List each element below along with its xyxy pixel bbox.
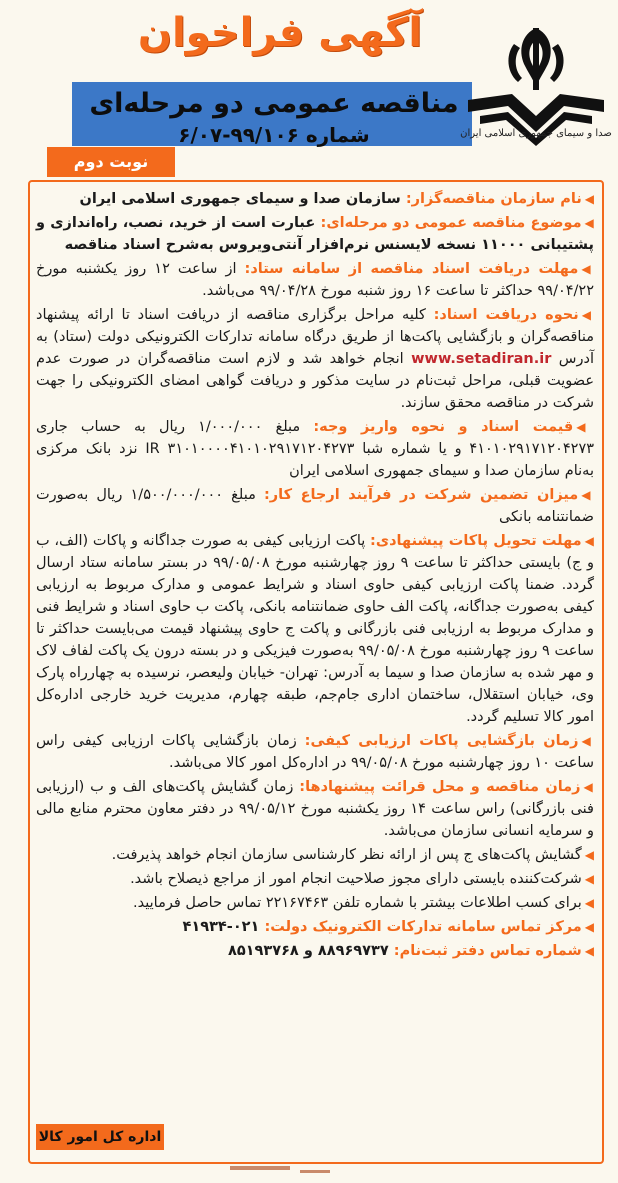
- bullet-icon: ◀: [584, 216, 594, 230]
- bullet-icon: ◀: [584, 896, 594, 910]
- bullet-icon: ◀: [584, 872, 594, 886]
- bullet-icon: ◀: [576, 420, 595, 434]
- para-deadline-docs: [36, 258, 594, 302]
- para-subject: [36, 212, 594, 256]
- bullet-icon: ◀: [581, 308, 594, 322]
- bullet-icon: ◀: [581, 262, 595, 276]
- para-info-phone: [36, 892, 594, 914]
- para-label: مهلت تحویل پاکات پیشنهادی:: [370, 533, 582, 549]
- para-text: انجام خواهد شد و لازم است مناقصه‌گران در صورت عدم عضویت قبلی، مراحل ثبت‌نام در سایت مذکور و دریافت گواهی امضای الکترونیکی را جهت شرکت در مناقصه محقق سازند.: [36, 351, 594, 411]
- para-text: سازمان صدا و سیمای جمهوری اسلامی ایران: [79, 191, 406, 207]
- para-delivery: [36, 530, 594, 728]
- para-text: برای کسب اطلاعات بیشتر با شماره تلفن ۲۲۱۶۷۴۶۳ تماس حاصل فرمایید.: [133, 895, 582, 911]
- bullet-icon: ◀: [584, 534, 594, 548]
- para-text: زمان گشایش پاکت‌های الف و ب (ارزیابی فنی بازرگانی) راس ساعت ۱۴ روز یکشنبه مورخ ۹۹/۰۵/۱۲ در دفتر معاون محترم منابع مالی و سرمایه انسانی سازمان می‌باشد.: [36, 779, 594, 839]
- para-envelope-c: [36, 844, 594, 866]
- para-text: ۰۲۱-۴۱۹۳۴: [182, 919, 265, 935]
- para-tender-time: [36, 776, 594, 842]
- cropped-mark: [300, 1170, 330, 1173]
- department-label: اداره کل امور کالا: [36, 1124, 164, 1150]
- bullet-icon: ◀: [584, 920, 594, 934]
- ad-title: آگهی فراخوان: [137, 10, 423, 56]
- bullet-icon: ◀: [581, 734, 594, 748]
- para-label: مهلت دریافت اسناد مناقصه از سامانه ستاد:: [244, 261, 579, 277]
- para-organizer: [36, 188, 594, 210]
- para-label: قیمت اسناد و نحوه واریز وجه:: [313, 419, 574, 435]
- para-how-to-get: [36, 304, 594, 414]
- ad-body: [36, 188, 594, 964]
- para-text: زمان بازگشایی پاکات ارزیابی کیفی راس ساعت ۱۰ روز چهارشنبه مورخ ۹۹/۰۵/۰۸ در اداره‌کل امور کالا می‌باشد.: [36, 733, 594, 771]
- para-text: مبلغ ۱/۰۰۰/۰۰۰ ریال به حساب جاری ۴۱۰۱۰۲۹۱۷۱۲۰۴۲۷۳ و یا شماره شبا IR ۳۱۰۱۰۰۰۰۴۱۰۱۰۲۹۱۷۱۲۰۴۲۷۳ نزد بانک مرکزی به‌نام سازمان صدا و سیمای جمهوری اسلامی ایران: [36, 419, 595, 479]
- para-registration-contact: [36, 940, 594, 962]
- bullet-icon: ◀: [583, 780, 595, 794]
- tender-number: شماره ۹۹/۱۰۶-۶/۰۷: [178, 123, 370, 147]
- tender-title: مناقصه عمومی دو مرحله‌ای: [89, 88, 459, 119]
- para-label: نام سازمان مناقصه‌گزار:: [405, 191, 582, 207]
- para-text: شرکت‌کننده بایستی دارای مجوز صلاحیت انجام امور از مراجع ذیصلاح باشد.: [130, 871, 582, 887]
- logo-caption: صدا و سیمای جمهوری اسلامی ایران: [460, 128, 612, 139]
- cropped-mark: [230, 1166, 290, 1170]
- para-text: از ساعت ۱۲ روز یکشنبه مورخ ۹۹/۰۴/۲۲ حداکثر تا ساعت ۱۶ روز شنبه مورخ ۹۹/۰۴/۲۸ می‌باشد.: [36, 261, 594, 299]
- para-text: مبلغ ۱/۵۰۰/۰۰۰/۰۰۰ ریال به‌صورت ضمانتنامه بانکی: [36, 487, 594, 525]
- para-label: زمان مناقصه و محل قرائت پیشنهادها:: [299, 779, 581, 795]
- para-label: شماره تماس دفتر ثبت‌نام:: [393, 943, 582, 959]
- round-badge: نوبت دوم: [47, 147, 175, 177]
- para-text: کلیه مراحل برگزاری مناقصه از دریافت اسناد تا ارائه پیشنهاد مناقصه‌گران و بازگشایی پاکت‌ها از طریق درگاه سامانه تدارکات الکترونیکی دولت (ستاد) به آدرس: [36, 307, 594, 367]
- para-text: عبارت است از خرید، نصب، راه‌اندازی و پشتیبانی ۱۱۰۰۰ نسخه لایسنس نرم‌افزار آنتی‌ویروس به‌شرح اسناد مناقصه: [36, 215, 594, 253]
- para-text: گشایش پاکت‌های ج پس از ارائه نظر کارشناسی سازمان انجام خواهد پذیرفت.: [111, 847, 582, 863]
- bullet-icon: ◀: [584, 944, 594, 958]
- para-guarantee: [36, 484, 594, 528]
- bullet-icon: ◀: [581, 488, 595, 502]
- para-quality-opening: [36, 730, 594, 774]
- para-label: موضوع مناقصه عمومی دو مرحله‌ای:: [320, 215, 582, 231]
- para-setad-contact: [36, 916, 594, 938]
- bullet-icon: ◀: [584, 848, 594, 862]
- bullet-icon: ◀: [584, 192, 594, 206]
- para-label: میزان تضمین شرکت در فرآیند ارجاع کار:: [263, 487, 579, 503]
- setad-link[interactable]: www.setadiran.ir: [411, 351, 552, 367]
- para-label: نحوه دریافت اسناد:: [433, 307, 579, 323]
- para-license: [36, 868, 594, 890]
- para-label: مرکز تماس سامانه تدارکات الکترونیک دولت:: [264, 919, 582, 935]
- para-price: [36, 416, 594, 482]
- para-label: زمان بازگشایی پاکات ارزیابی کیفی:: [304, 733, 579, 749]
- para-text: پاکت ارزیابی کیفی به صورت جداگانه و پاکات (الف، ب و ج) بایستی حداکثر تا ساعت ۹ روز چهارشنبه مورخ ۹۹/۰۵/۰۸ در بستر سامانه ستاد ارسال گردد. ضمنا پاکت ارزیابی کیفی حاوی اسناد و شرایط عمومی و مدارک مربوط به ارزیابی کیفی به‌صورت جداگانه، پاکت الف حاوی ضمانتنامه بانکی، پاکت ب حاوی اسناد و شرایط فنی و مدارک مربوط به ارزیابی فنی بازرگانی و پاکت ج حاوی پیشنهاد قیمت می‌بایست حداکثر تا ساعت ۹ روز چهارشنبه مورخ ۹۹/۰۵/۰۸ به‌صورت فیزیکی و در بسته درون یک پاکت لفاف لاک و مهر شده به سازمان صدا و سیما به آدرس: تهران- خیابان ولیعصر، نرسیده به چهارراه پارک وی، خیابان استقلال، ساختمان اداری جام‌جم، طبقه چهارم، مدیریت خرید خارجی اداره‌کل امور کالا تسلیم گردد.: [36, 533, 594, 725]
- para-text: ۸۸۹۶۹۷۳۷ و ۸۵۱۹۳۷۶۸: [227, 943, 394, 959]
